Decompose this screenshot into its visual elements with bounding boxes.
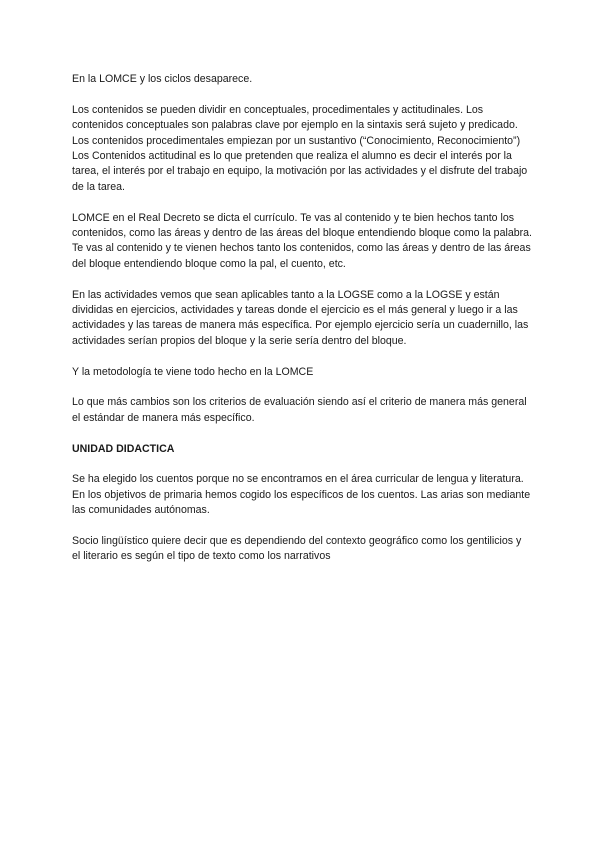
paragraph-criterios (72, 395, 532, 426)
text-line: Los contenidos procedimentales empiezan por un sustantivo (“Conocimiento, Reconocimiento”) (72, 134, 521, 147)
paragraph-metodologia (72, 365, 532, 380)
text-line: Los Contenidos actitudinal es lo que pretenden que realiza el alumno es decir el interés por la tarea, el interés por el trabajo en equipo, la motivación por las actividades y el disfrute del trabajo de la tarea. (72, 150, 528, 193)
text-line: Y la metodología te viene todo hecho en la LOMCE (72, 365, 314, 378)
text-line: Socio lingüístico quiere decir que es dependiendo del contexto geográfico como los gentilicios y el literario es según el tipo de texto como los narrativos (72, 535, 522, 563)
text-line: LOMCE en el Real Decreto se dicta el currículo. Te vas al contenido y te bien hechos tanto los contenidos, como las áreas y dentro de las áreas del bloque entendiendo bloque como la palabra. Te vas al contenido y te vienen hechos tanto los contenidos, como las áreas y dentro de las áreas del bloque entendiendo bloque como la pal, el cuento, etc. (72, 211, 532, 270)
text-line: Lo que más cambios son los criterios de evaluación siendo así el criterio de manera más general el estándar de manera más específico. (72, 396, 527, 424)
paragraph-contenidos (72, 103, 532, 195)
section-heading: UNIDAD DIDACTICA (72, 442, 175, 455)
text-line: Se ha elegido los cuentos porque no se encontramos en el área curricular de lengua y literatura. En los objetivos de primaria hemos cogido los específicos de los cuentos. Las arias son mediante las comunidades autónomas. (72, 473, 531, 517)
text-line: Los contenidos se pueden dividir en conceptuales, procedimentales y actitudinales. Los contenidos conceptuales son palabras clave por ejemplo en la sintaxis será sujeto y predicado. (72, 103, 518, 132)
document-body (72, 72, 532, 580)
paragraph-lomce-ciclos (72, 72, 532, 87)
paragraph-actividades (72, 288, 532, 350)
text-line: En la LOMCE y los ciclos desaparece. (72, 73, 253, 85)
paragraph-cuentos (72, 472, 532, 518)
paragraph-real-decreto (72, 211, 532, 273)
text-line: En las actividades vemos que sean aplicables tanto a la LOGSE como a la LOGSE y están divididas en ejercicios, actividades y tareas donde el ejercicio es el más general y luego ir a las actividades y las tareas de manera más específica. Por ejemplo ejercicio sería un cuadernillo, las actividades serían propios del bloque y la serie sería dentro del bloque. (72, 288, 529, 347)
paragraph-socio-linguistico (72, 534, 532, 565)
